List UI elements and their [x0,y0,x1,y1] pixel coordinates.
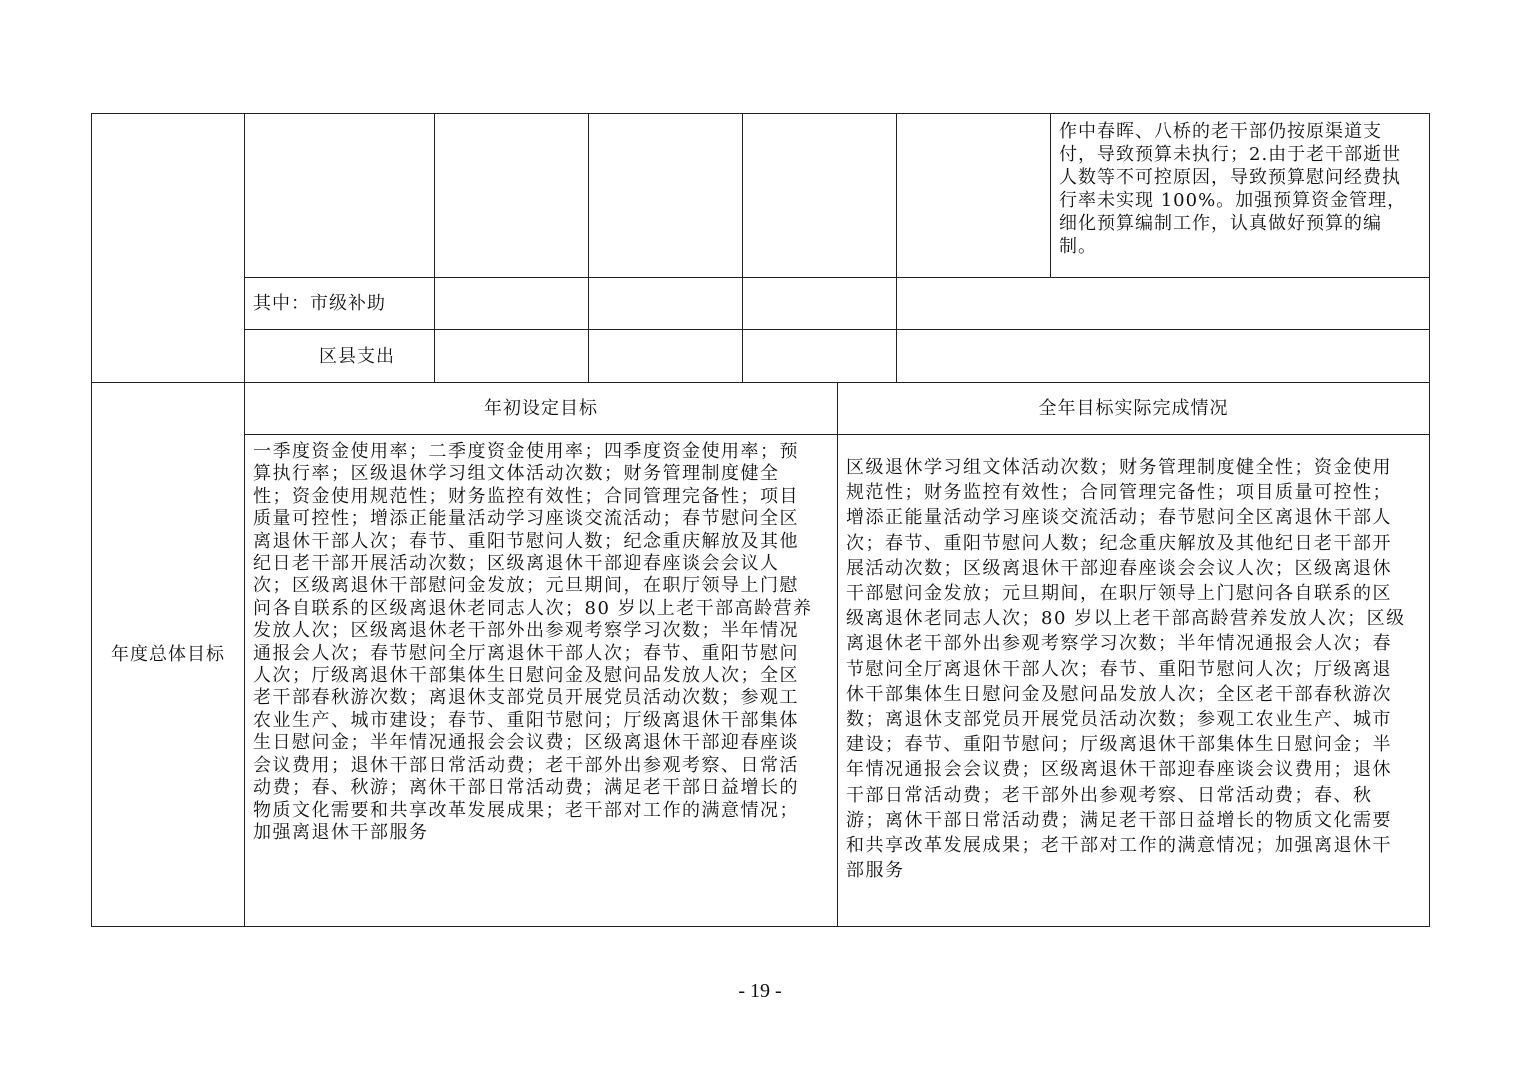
page-number: - 19 - [738,980,782,1002]
initial-goal-header: 年初设定目标 [484,398,598,419]
annual-goal-label: 年度总体目标 [111,644,225,665]
table-cell-empty [588,113,743,278]
table-cell-empty [244,113,435,278]
table-cell-empty [896,113,1051,278]
city-subsidy-label: 其中：市级补助 [253,293,386,314]
initial-goal-text: 一季度资金使用率；二季度资金使用率；四季度资金使用率；预算执行率；区级退休学习组文体活动次数；财务管理制度健全性；资金使用规范性；财务监控有效性；合同管理完备性；项目质量可控性；增添正能量活动学习座谈交流活动；春节慰问全区离退休干部人次；春节、重阳节慰问人数；纪念重庆解放及其他纪日老干部开展活动次数；区级离退休干部迎春座谈会会议人次；区级离退休干部慰问金发放；元旦期间，在职厅领导上门慰问各自联系的区级离退休老同志人次；80 岁以上老干部高龄营养发放人次；区级离退休老干部外出参观考察学习次数；半年情况通报会人次；春节慰问全厅离退休干部人次；春节、重阳节慰问人次；厅级离退休干部集体生日慰问金及慰问品发放人次；全区老干部春秋游次数；离退休支部党员开展党员活动次数；参观工农业生产、城市建设；春节、重阳节慰问；厅级离退休干部集体生日慰问金；半年情况通报会会议费；区级离退休干部迎春座谈会议费用；退休干部日常活动费；老干部外出参观考察、日常活动费；春、秋游；离休干部日常活动费；满足老干部日益增长的物质文化需要和共享改革发展成果；老干部对工作的满意情况；加强离退休干部服务 [253,441,813,843]
table-cell-empty [434,113,589,278]
table-cell-empty [434,329,589,383]
table-cell-empty [434,277,589,330]
actual-completion-header: 全年目标实际完成情况 [1038,398,1229,419]
table-left-merged-cell [91,113,245,383]
execution-note-cell [1050,113,1430,278]
annual-goal-label-cell [91,382,245,927]
table-cell-empty [742,329,897,383]
city-subsidy-label-cell [244,277,435,330]
actual-completion-header-cell [837,382,1430,435]
actual-completion-text: 区级退休学习组文体活动次数；财务管理制度健全性；资金使用规范性；财务监控有效性；合同管理完备性；项目质量可控性；增添正能量活动学习座谈交流活动；春节慰问全区离退休干部人次；春节、重阳节慰问人数；纪念重庆解放及其他纪日老干部开展活动次数；区级离退休干部迎春座谈会会议人次；区级离退休干部慰问金发放；元旦期间，在职厅领导上门慰问各自联系的区级离退休老同志人次；80 岁以上老干部高龄营养发放人次；区级离退休老干部外出参观考察学习次数；半年情况通报会人次；春节慰问全厅离退休干部人次；春节、重阳节慰问人次；厅级离退休干部集体生日慰问金及慰问品发放人次；全区老干部春秋游次数；离退休支部党员开展党员活动次数；参观工农业生产、城市建设；春节、重阳节慰问；厅级离退休干部集体生日慰问金；半年情况通报会会议费；区级离退休干部迎春座谈会议费用；退休干部日常活动费；老干部外出参观考察、日常活动费；春、秋游；离休干部日常活动费；满足老干部日益增长的物质文化需要和共享改革发展成果；老干部对工作的满意情况；加强离退休干部服务 [846,457,1406,882]
county-expense-label: 区县支出 [319,345,395,367]
actual-completion-body-cell [837,434,1430,927]
execution-note-text: 作中春晖、八桥的老干部仍按原渠道支付，导致预算未执行；2.由于老干部逝世人数等不可控原因，导致预算慰问经费执行率未实现 100%。加强预算资金管理，细化预算编制工作，认真做好预算的编制。 [1059,121,1407,257]
initial-goal-body-cell [244,434,838,927]
table-cell-empty [896,277,1430,330]
initial-goal-header-cell [244,382,838,435]
table-cell-empty [896,329,1430,383]
table-cell-empty [588,277,743,330]
county-expense-label-cell [244,329,435,383]
table-cell-empty [588,329,743,383]
table-cell-empty [742,113,897,278]
table-cell-empty [742,277,897,330]
